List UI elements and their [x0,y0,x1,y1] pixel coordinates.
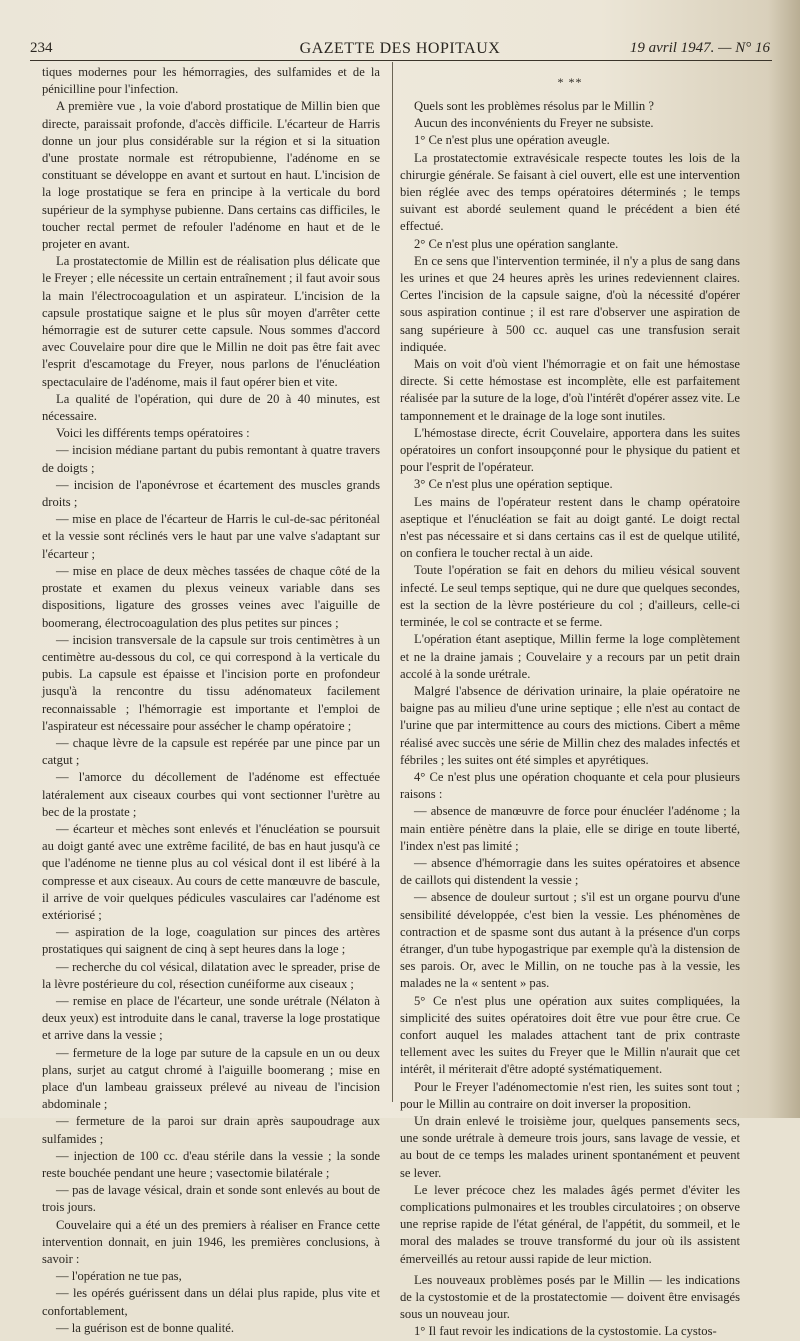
paragraph: L'hémostase directe, écrit Couvelaire, apportera dans les suites opératoires un confort insoupçonné pour le physique du patient et pour l'esprit de l'opérateur. [400,425,740,475]
list-item: — pas de lavage vésical, drain et sonde sont enlevés au bout de trois jours. [42,1183,380,1215]
paragraph: Aucun des inconvénients du Freyer ne subsiste. [414,116,654,131]
paragraph: Couvelaire qui a été un des premiers à réaliser en France cette intervention donnait, en juin 1946, les premières conclusions, à savoir : [42,1217,380,1267]
paragraph: Les mains de l'opérateur restent dans le champ opératoire aseptique et l'énucléation se fait au doigt ganté. Le doigt rectal n'est pas nécessaire et si dans certains cas il est de quelque utilité, on confiera le toucher rectal à un aide. [400,494,740,561]
paragraph: En ce sens que l'intervention terminée, il n'y a plus de sang dans les urines et que 24 heures après les urines redeviennent claires. Certes l'incision de la capsule saigne, d'où la nécessité d'opérer sous aspiration continue ; il est rare d'observer une aspiration de sang supérieure à 500 cc. auquel cas une transfusion serait indiquée. [400,253,740,354]
header-rule [30,60,772,61]
paragraph: L'opération étant aseptique, Millin ferme la loge complètement et ne la draine jamais ; Couvelaire y a recours par un petit drain accolé à la sonde urétrale. [400,632,740,681]
list-item: — incision transversale de la capsule sur trois centimètres à un centimètre au-dessous du col, ce qui correspond à la verticale du pubis. La capsule est épaisse et l'incision porte en profondeur jusqu'à la rencontre du tissu adénomateux facilement reconnaissable ; l'hémorragie est importante et l'emploi de l'aspirateur est nécessaire pour assécher le champ opératoire ; [42,632,380,733]
list-item: — injection de 100 cc. d'eau stérile dans la vessie ; la sonde reste bouchée pendant une heure ; vasectomie bilatérale ; [42,1148,380,1180]
paragraph: 1° Ce n'est plus une opération aveugle. [414,133,610,148]
paragraph: La qualité de l'opération, qui dure de 20 à 40 minutes, est nécessaire. [42,391,380,424]
paragraph: Les nouveaux problèmes posés par le Millin — les indications de la cystostomie et de la prostatectomie — doivent être envisagés sous un nouveau jour. [400,1272,740,1322]
list-item: — mise en place de deux mèches tassées de chaque côté de la prostate et examen du plexus veineux variable dans ses dispositions, ligature des grosses veines avec l'aiguille de boomerang, électrocoagulation des plus petites sur pinces ; [42,563,380,630]
paragraph: Pour le Freyer l'adénomectomie n'est rien, les suites sont tout ; pour le Millin au contraire on doit inverser la proposition. [400,1079,740,1111]
paragraph: Mais on voit d'où vient l'hémorragie et on fait une hémostase directe. Si cette hémostase est incomplète, elle est parfaitement réalisée par la suture de la loge, d'où l'intérêt d'opérer assez vite. Le tamponnement et le drainage de la loge sont inutiles. [400,357,740,423]
list-item: — chaque lèvre de la capsule est repérée par une pince par un catgut ; [42,735,380,768]
page-number: 234 [30,40,53,56]
paragraph: Malgré l'absence de dérivation urinaire, la plaie opératoire ne baigne pas au milieu d'une urine septique ; elle n'est au contact de l'urine que par intermittence au cours des mictions. Cibert a même réalisé avec succès une série de Millin chez des malades infectés et fébriles ; les suites ont été simples et apyrétiques. [400,683,740,767]
paragraph: Toute l'opération se fait en dehors du milieu vésical souvent infecté. Le seul temps septique, qui ne dure que quelques secondes, est la section de la lèvre postérieure du col ; d'ailleurs, celle-ci terminée, le col se contracte et se ferme. [400,563,740,630]
list-item: — absence de douleur surtout ; s'il est un organe pourvu d'une sensibilité développée, c'est bien la vessie. Les phénomènes de contraction et de spasme sont dus autant à la présence d'un corps étranger, d'un tube hypogastrique par exemple qu'à la distension de ses parois. Or, avec le Millin, on ne touche pas à la vessie, les malades ne la « sentent » pas. [400,890,740,991]
list-item: — absence d'hémorragie dans les suites opératoires et absence de caillots qui distendent la vessie ; [400,855,740,888]
issue-date: 19 avril 1947. — N° 16 [629,40,770,56]
paragraph: 4° Ce n'est plus une opération choquante et cela pour plusieurs raisons : [400,769,740,802]
list-item: — incision médiane partant du pubis remontant à quatre travers de doigts ; [42,443,380,475]
list-item: — écarteur et mèches sont enlevés et l'énucléation se poursuit au doigt ganté avec une extrême facilité, de bas en haut jusqu'à ce que l'adénome ne tienne plus au col vésical dont il est libéré à la compresse et aux ciseaux. Au cours de cette manœuvre de bascule, il arrive de voir quelques pédicules vasculaires car l'adénome est extériorisé ; [42,821,380,922]
list-item: — la guérison est de bonne qualité. [56,1320,235,1335]
paragraph: Quels sont les problèmes résolus par le Millin ? [414,99,654,113]
paragraph: 2° Ce n'est plus une opération sanglante. [414,236,619,251]
list-item: — fermeture de la paroi sur drain après saupoudrage aux sulfamides ; [42,1114,380,1146]
paragraph: Le lever précoce chez les malades âgés permet d'éviter les complications pulmonaires et les troubles circulatoires ; on observe une reprise rapide de l'état général, de l'appétit, du sommeil, et le moral des malades se trouve transformé du jour où ils assistent émerveillés au retour aussi rapide de leur miction. [400,1182,740,1266]
paragraph: Un drain enlevé le troisième jour, quelques pansements secs, une sonde urétrale à demeure trois jours, sans lavage de vessie, et au bout de ce temps les malades urinent spontanément et peuvent se lever. [400,1113,740,1180]
list-item: — recherche du col vésical, dilatation avec le spreader, prise de la lèvre postérieure du col, résection cunéiforme aux ciseaux ; [42,959,380,991]
list-item: — aspiration de la loge, coagulation sur pinces des artères prostatiques qui saignent de cinq à sept heures dans la loge ; [42,925,380,957]
page-header [30,40,770,62]
paragraph: 1° Il faut revoir les indications de la cystostomie. La cystos- [414,1324,717,1339]
list-item: — incision de l'aponévrose et écartement des muscles grands droits ; [42,477,380,510]
column-divider [392,62,393,1102]
paragraph: tiques modernes pour les hémorragies, des sulfamides et de la pénicilline pour l'infection. [42,65,380,97]
list-item: — fermeture de la loge par suture de la capsule en un ou deux plans, surjet au catgut chromé à l'aiguille boomerang ; mise en place d'un lambeau graisseux prélevé au niveau de l'incision abdominale ; [42,1045,380,1112]
list-item: — les opérés guérissent dans un délai plus rapide, plus vite et confortablement, [42,1286,380,1318]
paragraph: La prostatectomie de Millin est de réalisation plus délicate que le Freyer ; elle nécessite un certain entraînement ; il faut avoir sous la main l'électrocoagulation et un aspirateur. L'incision de la capsule prostatique saigne et le plus sûr moyen d'arrêter cette hémorragie est de suturer cette capsule. Nous sommes d'accord avec Couvelaire pour dire que le Millin ne doit pas être fait avec l'esprit d'escamotage du Freyer, nous parlons de l'énucléation spectaculaire de l'adénome, mais il faut opérer bien et vite. [42,254,380,389]
list-item: — mise en place de l'écarteur de Harris le cul-de-sac péritonéal et la vessie sont réclinés vers le haut par une valve s'adaptant sur l'écarteur ; [42,512,380,561]
paragraph: La prostatectomie extravésicale respecte toutes les lois de la chirurgie générale. Se faisant à ciel ouvert, elle est une intervention bien réglée avec des temps opératoires déterminés ; le temps suivant est abordé seulement quand le précédent a bien été effectué. [400,150,740,234]
section-separator: * ** [557,75,583,89]
list-item: — absence de manœuvre de force pour énucléer l'adénome ; la main entière pénètre dans la plaie, elle se dirige en toute liberté, l'index n'est pas limité ; [400,804,740,853]
paragraph: Voici les différents temps opératoires : [56,426,250,441]
right-column [400,76,740,1341]
paragraph: A première vue , la voie d'abord prostatique de Millin bien que directe, paraissait profonde, d'accès difficile. L'écarteur de Harris donne un jour plus considérable sur la région et si la situation d'une prostate normale est rétropubienne, l'adénome en se constituant se développe en avant et surtout en haut. L'incision de la loge prostatique se fera en principe à la verticale du bord supérieur de la symphyse pubienne. Dans certains cas difficiles, le toucher rectal permet de refouler l'adénome en haut et de le projeter en avant. [42,99,380,252]
paragraph: 3° Ce n'est plus une opération septique. [414,477,613,492]
journal-title: GAZETTE DES HOPITAUX [299,40,501,57]
paragraph: 5° Ce n'est plus une opération aux suites compliquées, la simplicité des suites opératoires doit être vue pour être crue. Ce confort auquel les malades attachent tant de prix contraste tellement avec les suites du Freyer que le Millin n'aurait que cet intérêt, il mériterait d'être adopté systématiquement. [400,993,740,1077]
list-item: — l'amorce du décollement de l'adénome est effectuée latéralement aux ciseaux courbes qui vont sectionner l'urètre au bec de la prostate ; [42,770,380,819]
list-item: — l'opération ne tue pas, [56,1269,182,1284]
list-item: — remise en place de l'écarteur, une sonde urétrale (Nélaton à deux yeux) est introduite dans le canal, traverse la loge prostatique et arrive dans la vessie ; [42,993,380,1043]
left-column [42,64,380,1337]
